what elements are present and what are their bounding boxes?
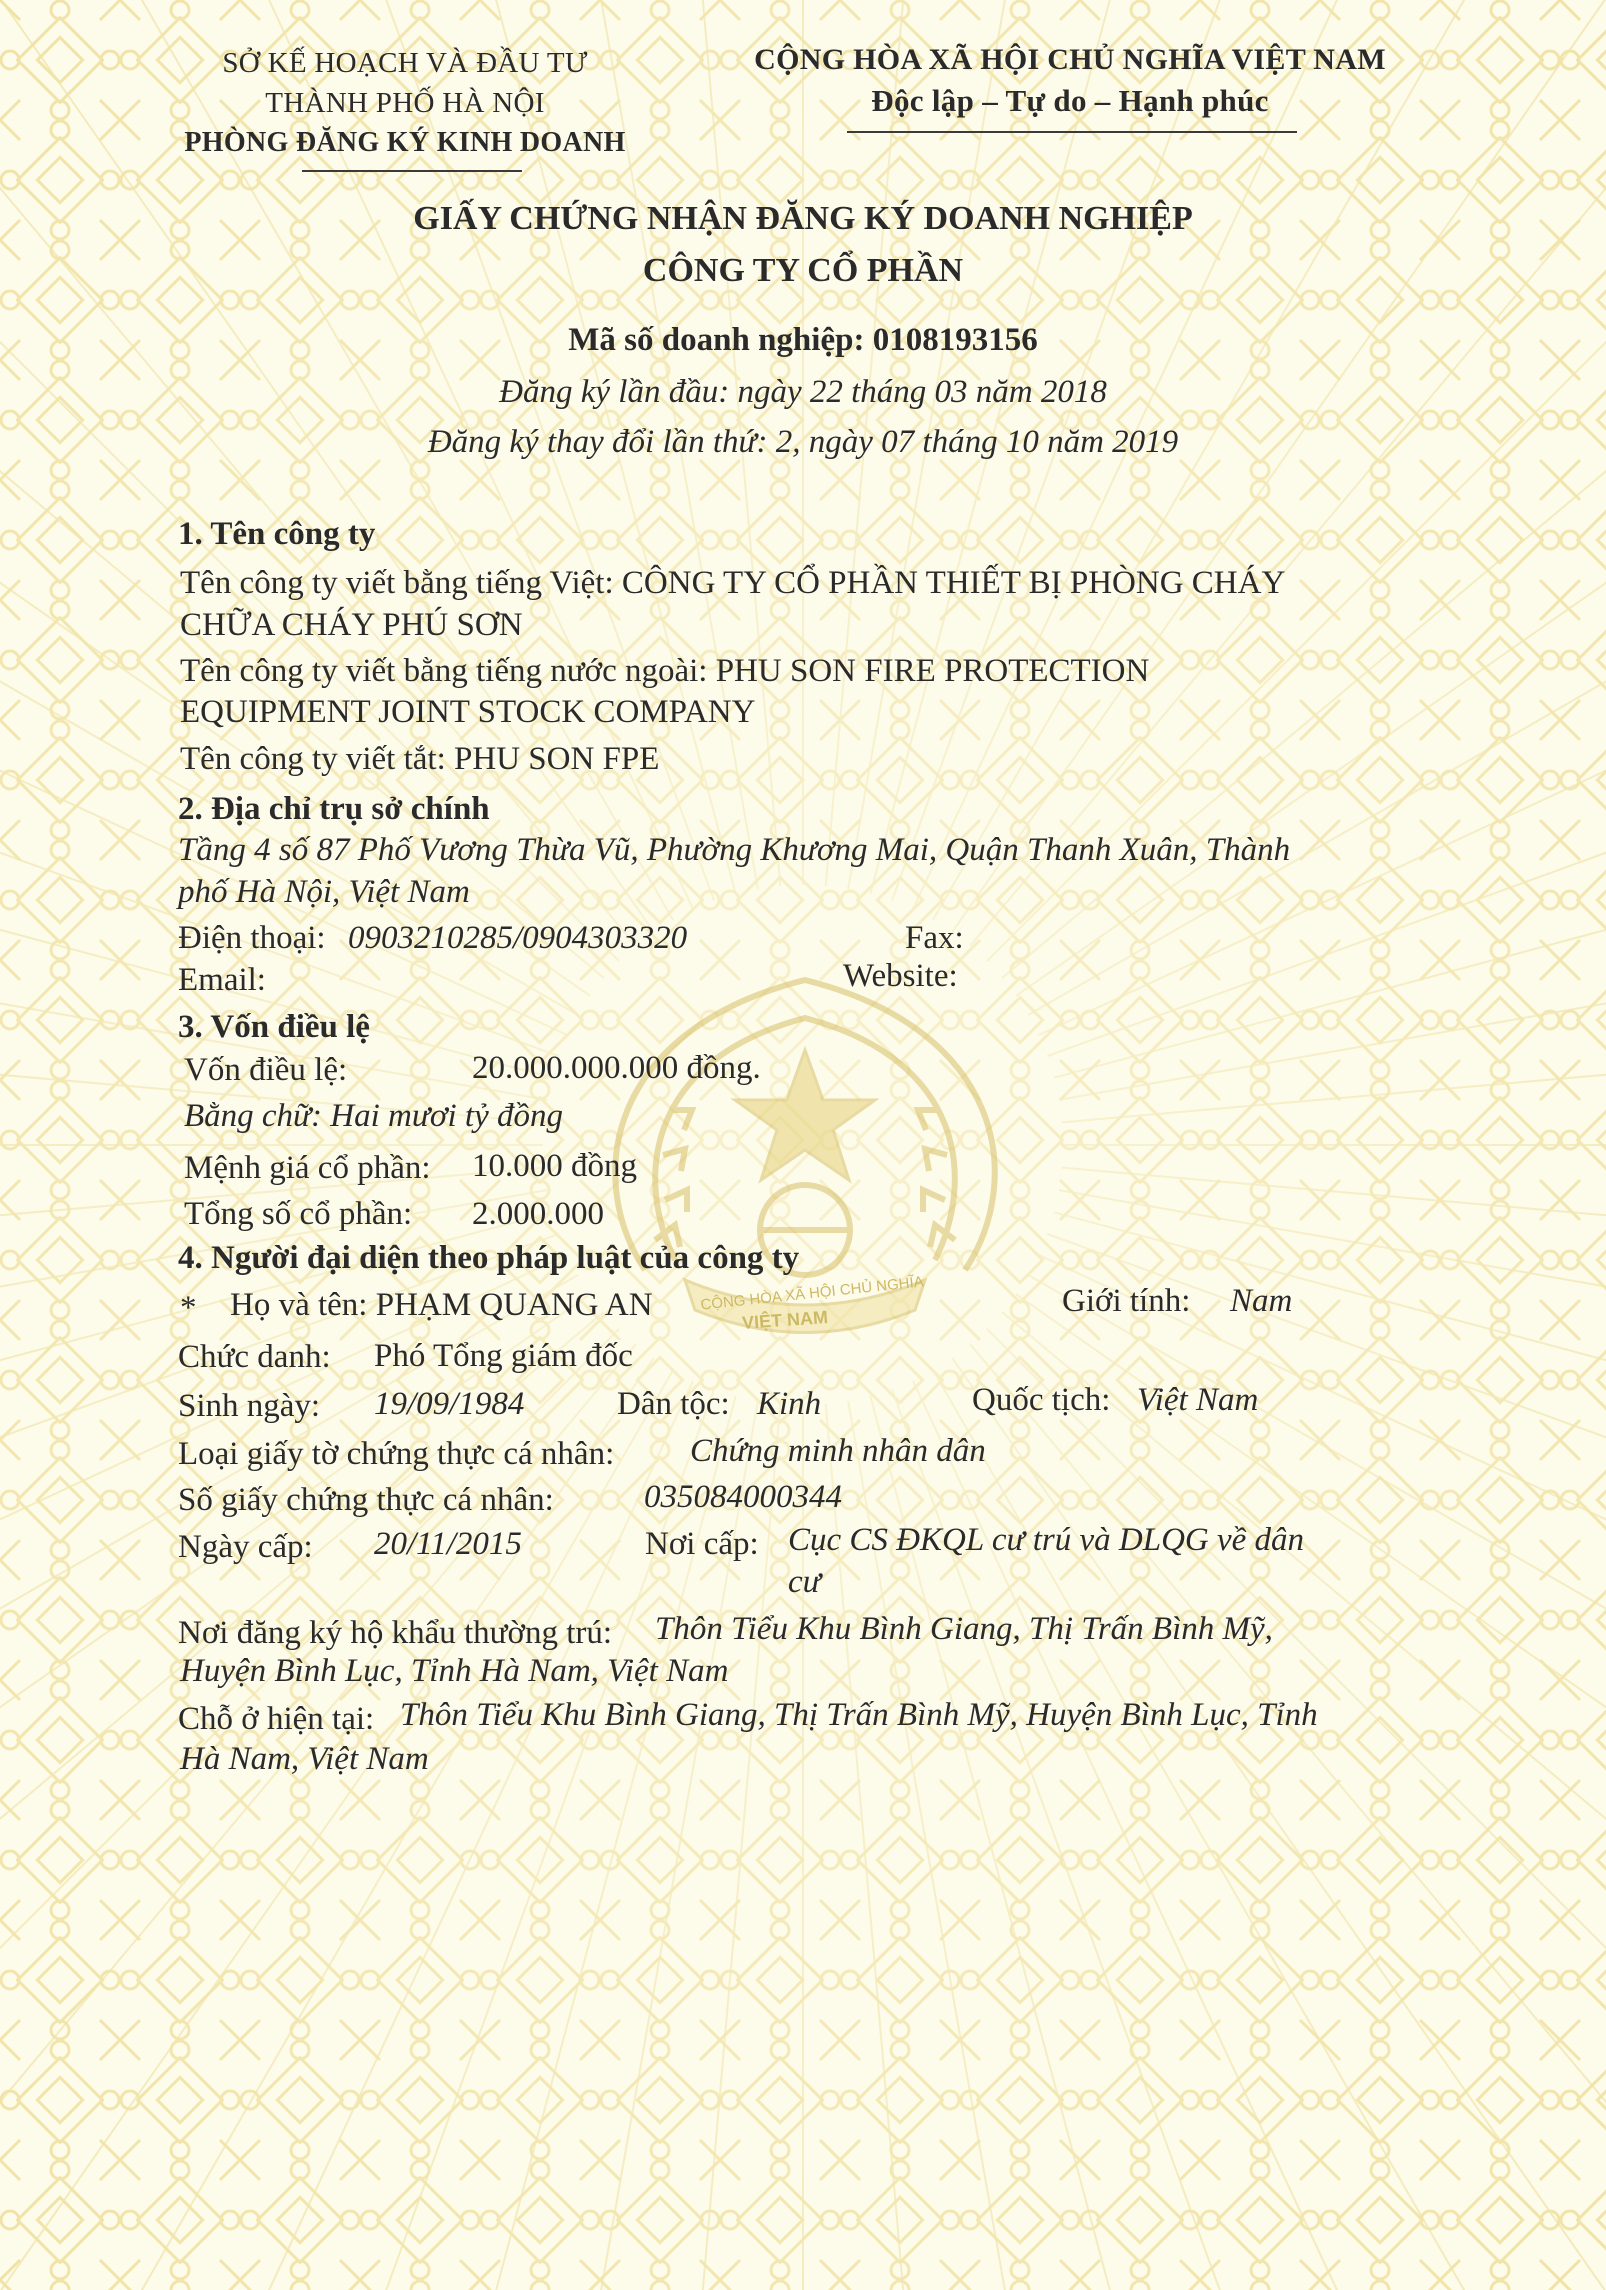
current-address-line2: Hà Nam, Việt Nam xyxy=(180,1741,429,1777)
position-label: Chức danh: xyxy=(178,1339,331,1375)
permanent-address-line2: Huyện Bình Lục, Tỉnh Hà Nam, Việt Nam xyxy=(180,1653,729,1689)
fax-label: Fax: xyxy=(905,920,964,956)
issue-place-line2: cư xyxy=(788,1564,821,1600)
phone-value: 0903210285/0904303320 xyxy=(348,920,688,956)
issue-date-value: 20/11/2015 xyxy=(374,1526,522,1562)
header-right-line1: CỘNG HÒA XÃ HỘI CHỦ NGHĨA VIỆT NAM xyxy=(754,43,1386,76)
ethnicity-value: Kinh xyxy=(757,1386,822,1422)
charter-capital-value: 20.000.000.000 đồng. xyxy=(472,1050,761,1086)
vn-company-name-line2: CHỮA CHÁY PHÚ SƠN xyxy=(180,607,523,643)
website-label: Website: xyxy=(843,958,958,994)
issue-place-label: Nơi cấp: xyxy=(645,1526,759,1562)
dob-label: Sinh ngày: xyxy=(178,1388,321,1424)
short-company-name: Tên công ty viết tắt: PHU SON FPE xyxy=(180,741,660,777)
current-address-line1: Thôn Tiểu Khu Bình Giang, Thị Trấn Bình Mỹ, Huyện Bình Lục, Tỉnh xyxy=(400,1697,1318,1733)
representative-name: Họ và tên: PHẠM QUANG AN xyxy=(230,1287,653,1323)
id-type-label: Loại giấy tờ chứng thực cá nhân: xyxy=(178,1436,615,1472)
ethnicity-label: Dân tộc: xyxy=(617,1386,730,1422)
current-address-label: Chỗ ở hiện tại: xyxy=(178,1701,375,1737)
issue-date-label: Ngày cấp: xyxy=(178,1529,313,1565)
header-right-line2: Độc lập – Tự do – Hạnh phúc xyxy=(871,83,1269,118)
header-left-underline xyxy=(302,170,522,172)
section2-heading: 2. Địa chỉ trụ sở chính xyxy=(178,791,490,827)
nationality-value: Việt Nam xyxy=(1137,1382,1259,1418)
document-title: GIẤY CHỨNG NHẬN ĐĂNG KÝ DOANH NGHIỆP xyxy=(413,200,1193,237)
address-line2: phố Hà Nội, Việt Nam xyxy=(178,874,470,910)
header-left-line1: SỞ KẾ HOẠCH VÀ ĐẦU TƯ xyxy=(222,47,588,79)
address-line1: Tầng 4 số 87 Phố Vương Thừa Vũ, Phường Khương Mai, Quận Thanh Xuân, Thành xyxy=(178,832,1291,868)
enterprise-code: Mã số doanh nghiệp: 0108193156 xyxy=(568,322,1038,358)
amendment-registration: Đăng ký thay đổi lần thứ: 2, ngày 07 tháng 10 năm 2019 xyxy=(427,424,1179,460)
capital-in-words: Bằng chữ: Hai mươi tỷ đồng xyxy=(184,1098,563,1134)
permanent-address-label: Nơi đăng ký hộ khẩu thường trú: xyxy=(178,1615,613,1651)
company-type: CÔNG TY CỔ PHẦN xyxy=(642,252,964,289)
par-value-label: Mệnh giá cổ phần: xyxy=(184,1150,431,1186)
id-type-value: Chứng minh nhân dân xyxy=(690,1433,986,1469)
dob-value: 19/09/1984 xyxy=(374,1386,525,1422)
phone-label: Điện thoại: xyxy=(178,920,326,956)
bullet: * xyxy=(180,1290,197,1326)
issue-place-line1: Cục CS ĐKQL cư trú và DLQG về dân xyxy=(788,1522,1305,1558)
nationality-label: Quốc tịch: xyxy=(972,1382,1111,1418)
section1-heading: 1. Tên công ty xyxy=(178,516,376,552)
header-right-underline xyxy=(847,131,1297,133)
emblem-ribbon-top-text: CỘNG HÒA XÃ HỘI CHỦ NGHĨA xyxy=(699,1273,925,1314)
foreign-company-name-line2: EQUIPMENT JOINT STOCK COMPANY xyxy=(180,694,756,730)
charter-capital-label: Vốn điều lệ: xyxy=(184,1052,348,1088)
header-left-line2: THÀNH PHỐ HÀ NỘI xyxy=(265,87,545,119)
total-shares-value: 2.000.000 xyxy=(472,1196,604,1232)
permanent-address-line1: Thôn Tiểu Khu Bình Giang, Thị Trấn Bình Mỹ, xyxy=(655,1611,1273,1647)
gender-value: Nam xyxy=(1230,1283,1293,1319)
vn-company-name-line1: Tên công ty viết bằng tiếng Việt: CÔNG TY CỔ PHẦN THIẾT BỊ PHÒNG CHÁY xyxy=(180,565,1286,601)
id-number-label: Số giấy chứng thực cá nhân: xyxy=(178,1482,554,1518)
header-left-line3: PHÒNG ĐĂNG KÝ KINH DOANH xyxy=(184,127,626,158)
position-value: Phó Tổng giám đốc xyxy=(374,1338,633,1374)
id-number-value: 035084000344 xyxy=(644,1479,842,1515)
email-label: Email: xyxy=(178,962,266,998)
foreign-company-name-line1: Tên công ty viết bằng tiếng nước ngoài: PHU SON FIRE PROTECTION xyxy=(180,653,1150,689)
par-value: 10.000 đồng xyxy=(472,1148,637,1184)
first-registration: Đăng ký lần đầu: ngày 22 tháng 03 năm 2018 xyxy=(499,374,1107,410)
total-shares-label: Tổng số cổ phần: xyxy=(184,1196,413,1232)
section3-heading: 3. Vốn điều lệ xyxy=(178,1009,370,1045)
emblem-ribbon-bottom-text: VIỆT NAM xyxy=(741,1307,829,1333)
gender-label: Giới tính: xyxy=(1062,1283,1191,1319)
section4-heading: 4. Người đại diện theo pháp luật của công ty xyxy=(178,1240,800,1276)
